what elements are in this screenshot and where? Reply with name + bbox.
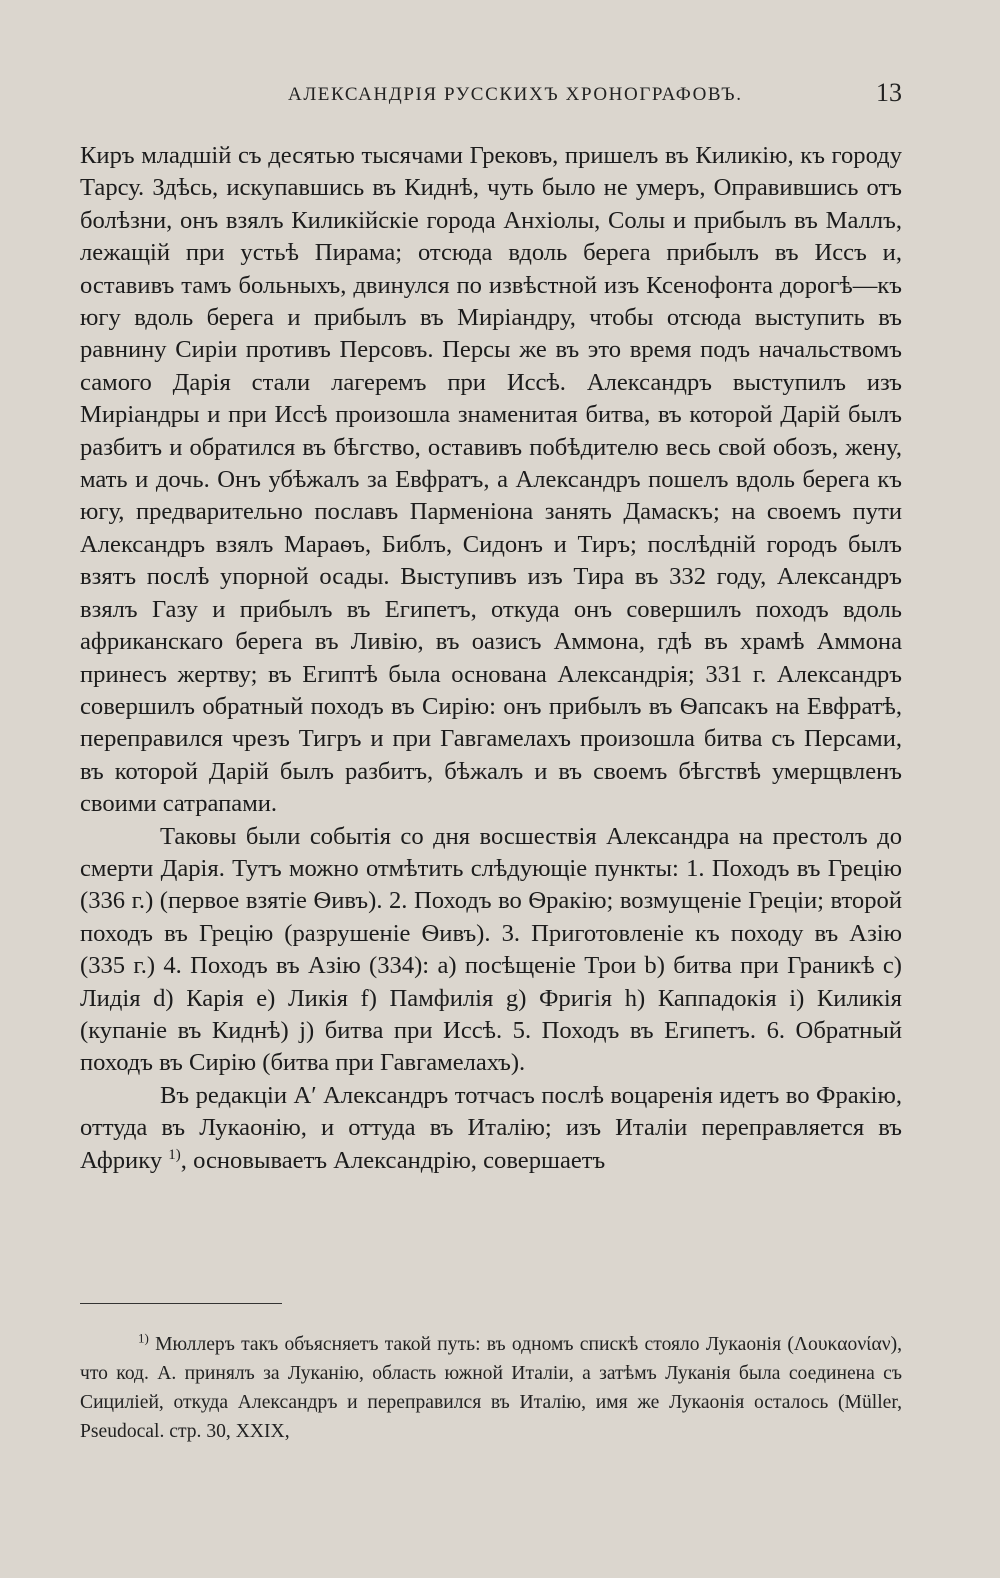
paragraph <box>80 1080 902 1177</box>
footnote-mark: 1) <box>138 1330 149 1346</box>
paragraph: Таковы были событія со дня восшествія Александра на престолъ до смерти Дарія. Тутъ можно отмѣтить слѣдующіе пункты: 1. Походъ въ Грецію (336 г.) (первое взятіе Ѳивъ). 2. Походъ во Ѳракію; возмущеніе Греціи; второй походъ въ Грецію (разрушеніе Ѳивъ). 3. Приготовленіе къ походу въ Азію (335 г.) 4. Походъ въ Азію (334): a) посѣщеніе Трои b) битва при Граникѣ c) Лидія d) Карія e) Ликія f) Памфилія g) Фригія h) Каппадокія i) Киликія (купаніе въ Киднѣ) j) битва при Иссѣ. 5. Походъ въ Египетъ. 6. Обратный походъ въ Сирію (битва при Гавгамелахъ). <box>80 822 902 1077</box>
main-text <box>80 140 902 1177</box>
running-title: АЛЕКСАНДРІЯ РУССКИХЪ ХРОНОГРАФОВЪ. <box>288 84 743 105</box>
footnote-divider <box>80 1303 282 1304</box>
footnote-reference[interactable]: 1) <box>168 1146 181 1163</box>
paragraph-text: , основываетъ Александрію, совершаетъ <box>180 1146 606 1174</box>
page-number: 13 <box>876 78 902 107</box>
paragraph: Киръ младшій съ десятью тысячами Грековъ, пришелъ въ Киликію, къ городу Тарсу. Здѣсь, искупавшись въ Киднѣ, чуть было не умеръ, Оправившись отъ болѣзни, онъ взялъ Киликійскіе города Анхіолы, Солы и прибылъ въ Маллъ, лежащій при устьѣ Пирама; отсюда вдоль берега прибылъ въ Иссъ и, оставивъ тамъ больныхъ, двинулся по извѣстной изъ Ксенофонта дорогѣ—къ югу вдоль берега и прибылъ въ Миріандру, чтобы отсюда выступить въ равнину Сиріи противъ Персовъ. Персы же въ это время подъ начальствомъ самого Дарія стали лагеремъ при Иссѣ. Александръ выступилъ изъ Миріандры и при Иссѣ произошла знаменитая битва, въ которой Дарій былъ разбитъ и обратился въ бѣгство, оставивъ побѣдителю весь свой обозъ, жену, мать и дочь. Онъ убѣжалъ за Евфратъ, а Александръ пошелъ вдоль берега къ югу, предварительно пославъ Парменіона занять Дамаскъ; на своемъ пути Александръ взялъ Мараѳъ, Библъ, Сидонъ и Тиръ; послѣдній городъ былъ взятъ послѣ упорной осады. Выступивъ изъ Тира въ 332 году, Александръ взялъ Газу и прибылъ въ Египетъ, откуда онъ совершилъ походъ вдоль африканскаго берега въ Ливію, въ оазисъ Аммона, гдѣ въ храмѣ Аммона принесъ жертву; въ Египтѣ была основана Александрія; 331 г. Александръ совершилъ обратный походъ въ Сирію: онъ прибылъ въ Ѳапсакъ на Евфратѣ, переправился чрезъ Тигръ и при Гавгамелахъ произошла битва съ Персами, въ которой Дарій былъ разбитъ, бѣжалъ и въ своемъ бѣгствѣ умерщвленъ своими сатрапами. <box>80 142 902 818</box>
page-header <box>80 78 902 114</box>
paragraph-text: Въ редакціи A′ Александръ тотчасъ послѣ воцаренія идетъ во Фракію, оттуда въ Лукаонію, и оттуда въ Италію; изъ Италіи переправляется въ Африку <box>80 1081 902 1174</box>
footnote <box>80 1330 902 1446</box>
footnote-text: Мюллеръ такъ объясняетъ такой путь: въ одномъ спискѣ стояло Лукаонія (Λουκαονίαν), что код. A. принялъ за Луканію, область южной Италіи, а затѣмъ Луканія была соединена съ Сициліей, откуда Александръ и переправился въ Италію, имя же Лукаонія осталось (Müller, Pseudocal. стр. 30, XXIX, <box>80 1334 902 1442</box>
